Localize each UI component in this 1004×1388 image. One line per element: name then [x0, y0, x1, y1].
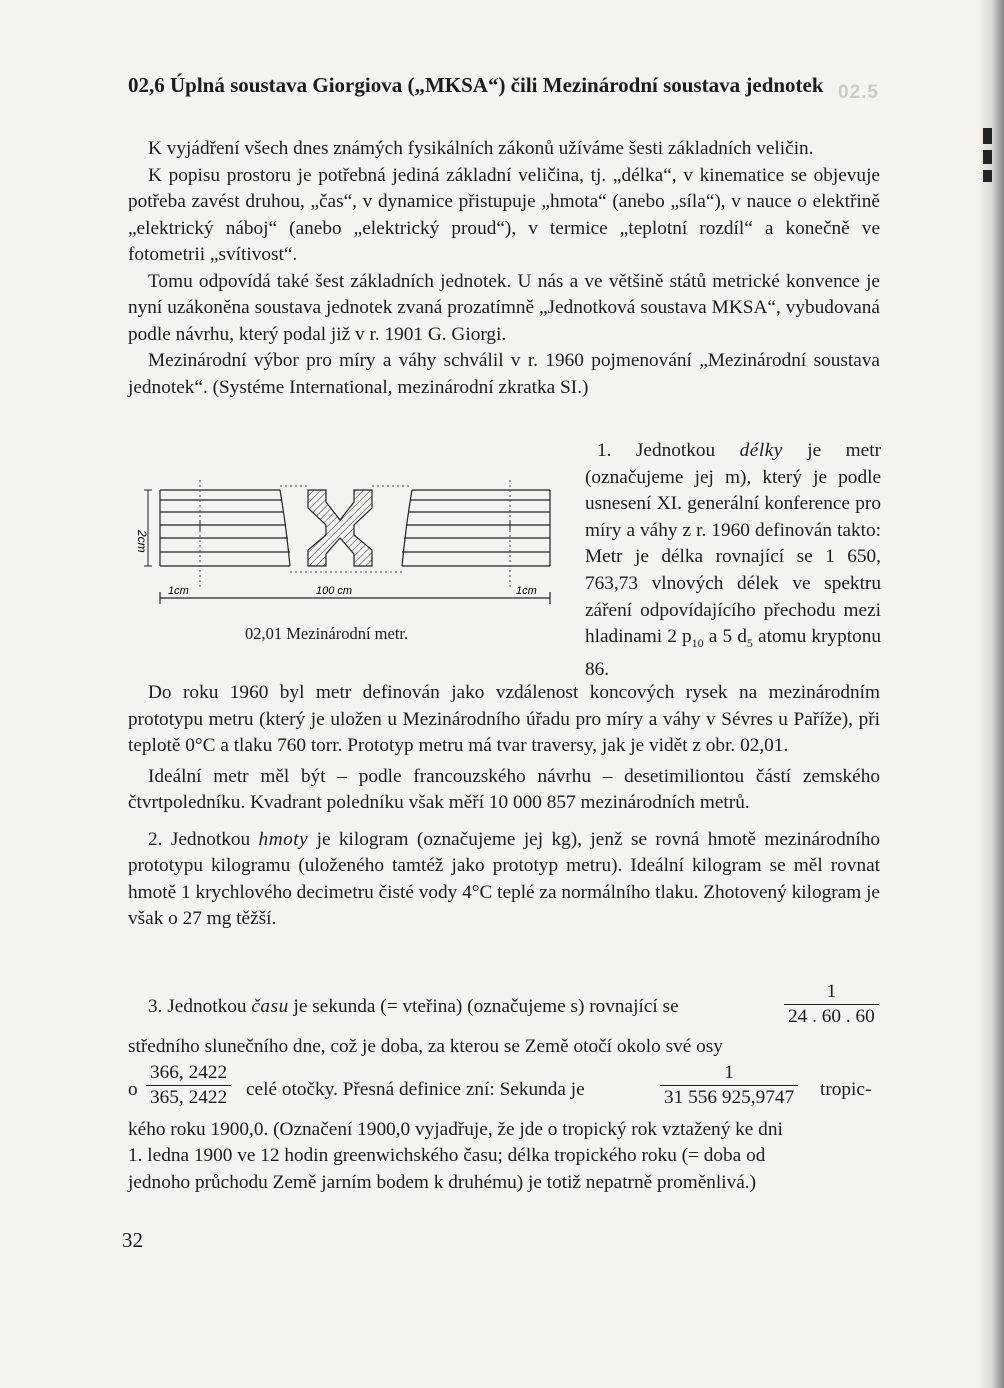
figure-label-center: 100 cm — [316, 585, 353, 597]
edge-marker — [983, 150, 992, 164]
figure-label-right: 1cm — [516, 585, 537, 597]
text-line: jednoho průchodu Země jarním bodem k druhému) je totiž nepatrně proměnlivá.) — [128, 1171, 757, 1193]
left-bar-drawing — [160, 490, 290, 566]
term-time: času — [251, 996, 289, 1017]
page-number: 32 — [122, 1228, 143, 1252]
fraction-day: $\frac{1}{24 . 60 . 60}$ — [784, 980, 879, 1029]
paragraph: Tomu odpovídá také šest základních jednotek. U nás a ve většině států metrické konvence je nyní uzákoněna soustava jednotek zvaná prozatímně „Jednotková soustava MKSA“, vybudovaná podle návrhu, který podal již v r. 1901 G. Giorgi. — [128, 270, 880, 345]
unit-length-paragraph: 1. Jednotkou délky je metr (označujeme jej m), který je podle usnesení XI. generální konference pro míry a váhy z r. 1960 definován takto: Metr je délka rovnající se 1 650, 763,73 vlnových délek ve spektru záření odpovídajícího přechodu mezi hladinami 2 $p_{10}$ a 5 $d_5$ atomu kryptonu 86. — [585, 440, 881, 680]
unit-mass-paragraph: 2. Jednotkou hmoty je kilogram (označujeme jej kg), jenž se rovná hmotě mezinárodního prototypu kilogramu (uloženého tamtéž jako prototyp metru). Ideální kilogram se měl rovnat hmotě 1 krychlového decimetru čisté vody 4°C teplé za normálního tlaku. Zhotovený kilogram je však o 27 mg těžší. — [128, 828, 880, 929]
page-edge-shadow — [978, 0, 1004, 1388]
fraction-tropical-year: $\frac{1}{31 556 925,9747}$ — [660, 1061, 798, 1110]
bleed-through-text: 02.5 — [838, 82, 879, 103]
paragraph: K popisu prostoru je potřebná jediná základní veličina, tj. „délka“, v kinematice se objevuje potřeba zavést druhou, „čas“, v dynamice přistupuje „hmota“ (anebo „síla“), v nauce o elektřině „elektrický náboj“ (anebo „elektrický proud“), v termice „teplotní rozdíl“ a konečně ve fotometrii „svítivost“. — [128, 164, 880, 265]
term-mass: hmoty — [258, 828, 309, 850]
paragraph: Mezinárodní výbor pro míry a váhy schválil v r. 1960 pojmenování „Mezinárodní soustava jednotek“. (Systéme International, mezinárodní zkratka SI.) — [128, 350, 880, 398]
unit-time-paragraph: 3. Jednotkou času je sekunda (= vteřina) (označujeme s) rovnající se $\frac{1}{24 . 60 . 60}$ středního slunečního dne, což je doba, za kterou se Země otočí okolo své osy o $\frac{366, 2422}{365, 2422}$ celé otočky. Přesná definice zní: Sekunda je $\frac{1}{31 556 925,9747}$ tropic- kého roku 1900,0. (Označení 1900,0 vyjadřuje, že jde o tropický rok vztažený ke dni 1. ledna 1900 ve 12 hodin greenwichského času; délka tropického roku (= doba od jednoho průchodu Země jarním bodem k druhému) je totiž nepatrně proměnlivá.) — [128, 980, 882, 1196]
text-line: kého roku 1900,0. (Označení 1900,0 vyjadřuje, že jde o tropický rok vztažený ke dni — [128, 1118, 783, 1140]
x-cross-section — [308, 490, 372, 566]
edge-marker — [983, 170, 992, 182]
text-line: středního slunečního dne, což je doba, za kterou se Země otočí okolo své osy — [128, 1036, 723, 1057]
figure-label-height: 2cm — [135, 530, 149, 553]
edge-marker — [983, 128, 992, 144]
intro-text — [128, 136, 880, 401]
middle-text — [128, 680, 880, 933]
figure-caption: 02,01 Mezinárodní metr. — [245, 624, 409, 643]
paragraph: K vyjádření všech dnes známých fysikálních zákonů užíváme šesti základních veličin. — [148, 138, 814, 159]
text-line: 1. ledna 1900 ve 12 hodin greenwichského času; délka tropického roku (= doba od — [128, 1145, 766, 1166]
paragraph: Ideální metr měl být – podle francouzského návrhu – desetimiliontou částí zemského čtvrtpoledníku. Kvadrant poledníku však měří 10 000 857 mezinárodních metrů. — [128, 765, 880, 813]
right-bar-drawing — [402, 490, 550, 566]
meter-prototype-figure — [135, 480, 560, 610]
term-length: délky — [739, 440, 783, 461]
fraction-rotation: $\frac{366, 2422}{365, 2422}$ — [146, 1061, 231, 1110]
section-heading: 02,6 Úplná soustava Giorgiova („MKSA“) čili Mezinárodní soustava jednotek — [128, 73, 824, 97]
figure-label-left: 1cm — [168, 585, 189, 597]
paragraph: Do roku 1960 byl metr definován jako vzdálenost koncových rysek na mezinárodním prototypu metru (který je uložen u Mezinárodního úřadu pro míry a váhy v Sévres u Paříže), při teplotě 0°C a tlaku 760 torr. Prototyp metru má tvar traversy, jak je vidět z obr. 02,01. — [128, 682, 880, 756]
